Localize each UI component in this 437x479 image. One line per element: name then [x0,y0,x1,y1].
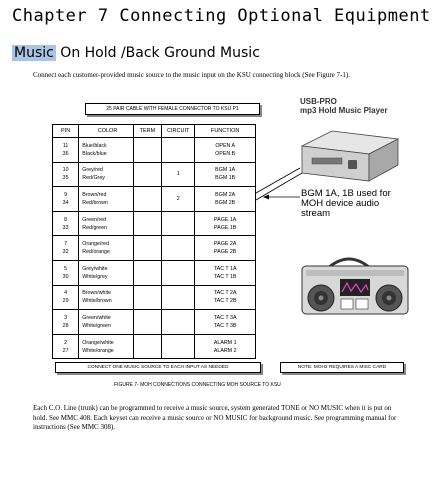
pin-cell-line: 8 [64,216,68,223]
usb-pro-name: USB-PRO [300,97,337,106]
pin-cell-line: 2 [64,339,68,346]
header-circuit: CIRCUIT [162,125,195,138]
pin-cell-line: 32 [62,249,69,256]
function-cell-line: BGM 1A [215,167,236,174]
color-cell-line: White/brown [82,298,112,305]
wire-line [256,168,300,193]
header-function: FUNCTION [195,125,256,138]
function-cell-line: PAGE 1A [214,216,237,223]
header-term: TERM [133,125,161,138]
arrow-icon [263,195,300,200]
bgm-note-line: stream [301,208,331,219]
color-cell-line: White/orange [82,347,114,354]
function-cell-line: OPEN A [215,142,236,149]
color-cell-line: White/grey [82,273,108,280]
chapter-title: Chapter 7 Connecting Optional Equipment [12,6,431,26]
cable-note-box: 25 PAIR CABLE WITH FEMALE CONNECTOR TO KSU P1 [85,103,260,115]
function-cell-line: ALARM 1 [213,339,237,346]
color-cell-line: Brown/white [82,290,112,297]
function-cell-line: BGM 2A [215,191,236,198]
color-cell-line: Red/brown [82,199,108,206]
pin-cell-line: 28 [62,322,69,329]
bgm-note-line: MOH device audio [301,198,380,209]
pin-cell-line: 35 [62,175,69,182]
figure-caption: FIGURE 7- MOH CONNECTIONS CONNECTING MOH SOURCE TO KSU [114,382,281,388]
function-cell-line: TAC T 1B [213,273,237,280]
pin-cell-line: 34 [62,199,69,206]
color-cell-line: Blue/black [82,142,107,149]
color-cell-line: Red/Grey [82,175,105,182]
color-cell-line: Orange/red [82,241,110,248]
boombox-icon [302,259,408,314]
section-highlight: Music [14,45,54,61]
header-color: COLOR [79,125,134,138]
color-cell-line: Brown/red [82,191,107,198]
function-cell-line: TAC T 1A [213,265,237,272]
pin-cell-line: 5 [64,265,68,272]
function-cell-line: ALARM 2 [213,347,237,354]
wire-line [256,173,302,200]
function-cell-line: TAC T 3B [213,322,237,329]
circuit-cell-line: 2 [176,195,180,202]
color-cell-line: Green/red [82,216,107,223]
usb-pro-subtitle: mp3 Hold Music Player [300,106,388,115]
function-cell-line: PAGE 2A [214,241,237,248]
pin-cell-line: 10 [62,167,69,174]
usb-player-icon [302,131,398,181]
pin-cell-line: 11 [62,142,69,149]
pin-cell-line: 9 [64,191,68,198]
color-cell-line: Orange/white [82,339,114,346]
moh2-card-note: NOTE: MOH2 REQUIRES A MISC CARD [280,362,404,373]
color-cell-line: Green/white [82,314,111,321]
pin-cell-line: 27 [62,347,69,354]
color-cell-line: Red/green [82,224,107,231]
color-cell-line: Grey/red [82,167,103,174]
pin-cell-line: 33 [62,224,69,231]
function-cell-line: TAC T 3A [213,314,237,321]
section-title-rest: On Hold /Back Ground Music [55,45,260,61]
body-paragraph: Each C.O. Line (trunk) can be programmed to receive a music source, system generated TONE or NO MUSIC when it is put on hold. See MMC 408. Each keyset can receive a music source or NO MUSIC for background music. See programming manual for instructions (See MMC 308). [33,404,397,431]
color-cell-line: Grey/white [82,265,108,272]
function-cell-line: PAGE 1B [214,224,237,231]
pin-cell-line: 36 [62,150,69,157]
pin-cell-line: 7 [64,241,68,248]
moh-source-note: CONNECT ONE MUSIC SOURCE TO EACH INPUT AS NEEDED [55,362,261,373]
pin-cell-line: 3 [64,314,68,321]
color-cell-line: Red/orange [82,249,110,256]
circuit-cell-line: 1 [176,171,180,178]
color-cell-line: White/green [82,322,111,329]
color-cell-line: Black/blue [82,150,107,157]
header-pin: PIN [53,125,79,138]
function-cell-line: BGM 2B [215,199,236,206]
bgm-note-line: BGM 1A, 1B used for [301,188,391,199]
pin-cell-line: 4 [64,290,68,297]
function-cell-line: TAC T 2B [213,298,237,305]
function-cell-line: TAC T 2A [213,290,237,297]
pin-cell-line: 30 [62,273,69,280]
function-cell-line: OPEN B [215,150,236,157]
pin-cell-line: 29 [62,298,69,305]
function-cell-line: PAGE 2B [214,249,237,256]
intro-paragraph: Connect each customer-provided music source to the music input on the KSU connecting block (See Figure 7-1). [33,71,350,79]
function-cell-line: BGM 1B [215,175,236,182]
